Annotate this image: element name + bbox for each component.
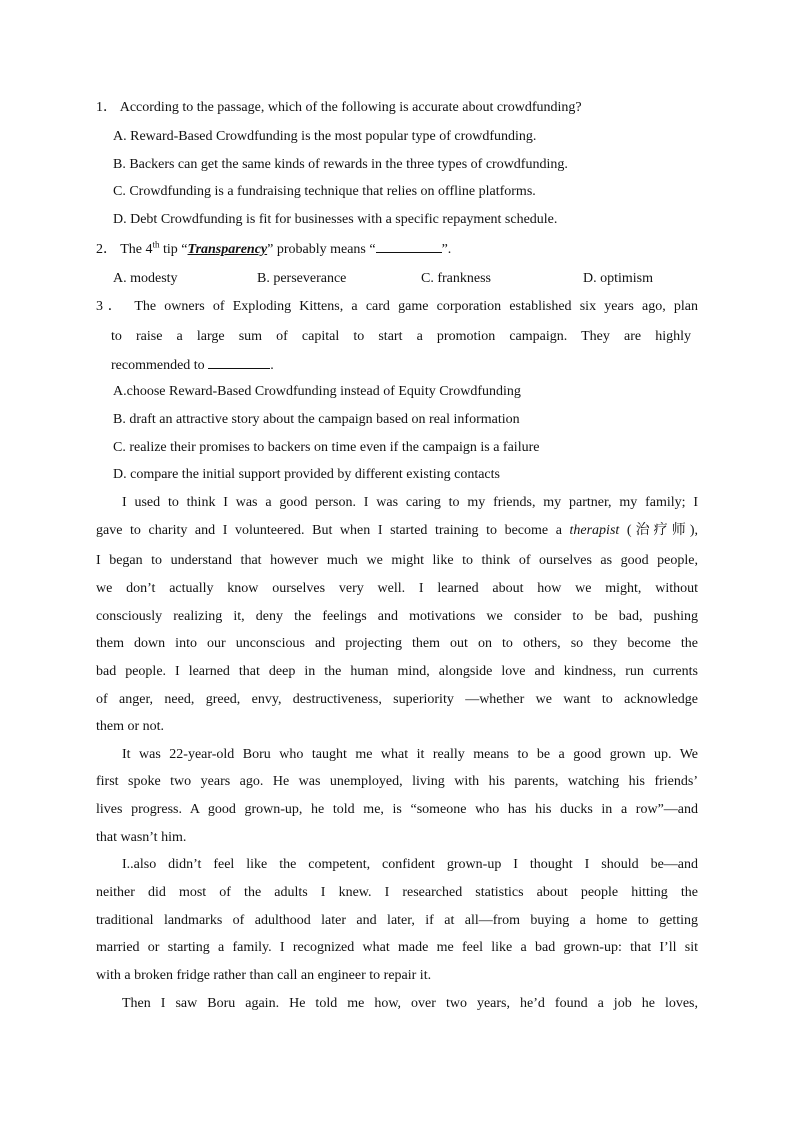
passage-p2-line-2: first spoke two years ago. He was unemployed, living with his parents, watching his friends’	[96, 774, 698, 789]
question-2-stem	[96, 240, 451, 259]
passage-p2-line-1: It was 22-year-old Boru who taught me what it really means to be a good grown up. We	[122, 747, 698, 762]
question-2-term: Transparency	[187, 242, 268, 257]
question-1-option-a: A. Reward-Based Crowdfunding is the most popular type of crowdfunding.	[113, 129, 537, 144]
question-3-option-c: C. realize their promises to backers on time even if the campaign is a failure	[113, 440, 540, 455]
question-1-option-d: D. Debt Crowdfunding is fit for businesses with a specific repayment schedule.	[113, 212, 558, 227]
question-3-stem-line-2: to raise a large sum of capital to start a promotion campaign. They are highly	[111, 329, 691, 344]
passage-p1-line-1: I used to think I was a good person. I was caring to my friends, my partner, my family; I	[122, 495, 698, 510]
question-2-prefix: 2． The 4	[96, 242, 153, 257]
question-2-option-a: A. modesty	[113, 271, 178, 286]
question-2-option-d: D. optimism	[583, 271, 654, 286]
passage-p3-line-4: married or starting a family. I recognized what made me feel like a bad grown-up: that I’ll sit	[96, 940, 698, 955]
question-3-stem-line-1: 3． The owners of Exploding Kittens, a card game corporation established six years ago, plan	[96, 299, 698, 314]
passage-p1-line-9: them or not.	[96, 719, 165, 734]
passage-p1-line-2	[96, 522, 698, 540]
question-3-stem-text: recommended to	[111, 358, 209, 373]
question-1-stem: 1． According to the passage, which of the following is accurate about crowdfunding?	[96, 100, 582, 115]
question-1-option-c: C. Crowdfunding is a fundraising technique that relies on offline platforms.	[113, 184, 536, 199]
passage-p1-line-5: consciously realizing it, deny the feelings and motivations we consider to be bad, pushing	[96, 609, 698, 624]
passage-p2-line-4: that wasn’t him.	[96, 830, 187, 845]
passage-term-therapist: therapist	[569, 523, 620, 538]
passage-p2-line-3: lives progress. A good grown-up, he told me, is “someone who has his ducks in a row”—and	[96, 802, 698, 817]
question-1-option-b: B. Backers can get the same kinds of rewards in the three types of crowdfunding.	[113, 157, 568, 172]
passage-p3-line-2: neither did most of the adults I knew. I researched statistics about people hitting the	[96, 885, 698, 900]
question-2-suffix-2: ”.	[441, 242, 452, 257]
question-3-option-d: D. compare the initial support provided by different existing contacts	[113, 467, 500, 482]
question-3-stem-line-3	[111, 356, 274, 375]
question-2-option-c: C. frankness	[421, 271, 491, 286]
passage-p3-line-1: I..also didn’t feel like the competent, confident grown-up I thought I should be—and	[122, 857, 698, 872]
passage-p1-line-6: them down into our unconscious and projecting them out on to others, so they become the	[96, 636, 698, 651]
question-3-answer-blank	[208, 356, 270, 369]
passage-p1-line-8: of anger, need, greed, envy, destructiveness, superiority —whether we want to acknowledge	[96, 692, 698, 707]
passage-p3-line-3: traditional landmarks of adulthood later and later, if at all—from buying a home to getting	[96, 913, 698, 928]
passage-p1-line-4: we don’t actually know ourselves very well. I learned about how we might, without	[96, 581, 698, 596]
question-2-answer-blank	[376, 240, 442, 253]
passage-p4-line-1: Then I saw Boru again. He told me how, over two years, he’d found a job he loves,	[122, 996, 698, 1011]
passage-p1-line-2-end: (治疗师),	[619, 523, 699, 538]
question-3-stem-end: .	[270, 358, 274, 373]
question-2-tip-word: tip “	[159, 242, 188, 257]
question-2-option-b: B. perseverance	[257, 271, 347, 286]
question-3-option-a: A.choose Reward-Based Crowdfunding instead of Equity Crowdfunding	[113, 384, 521, 399]
passage-p3-line-5: with a broken fridge rather than call an engineer to repair it.	[96, 968, 432, 983]
passage-p1-line-2-text: gave to charity and I volunteered. But when I started training to become a	[96, 523, 570, 538]
passage-p1-line-7: bad people. I learned that deep in the human mind, alongside love and kindness, run currents	[96, 664, 698, 679]
passage-p1-line-3: I began to understand that however much we might like to think of ourselves as good people,	[96, 553, 698, 568]
question-2-suffix-1: ” probably means “	[267, 242, 376, 257]
question-3-option-b: B. draft an attractive story about the campaign based on real information	[113, 412, 520, 427]
question-2-sup: th	[152, 239, 160, 250]
